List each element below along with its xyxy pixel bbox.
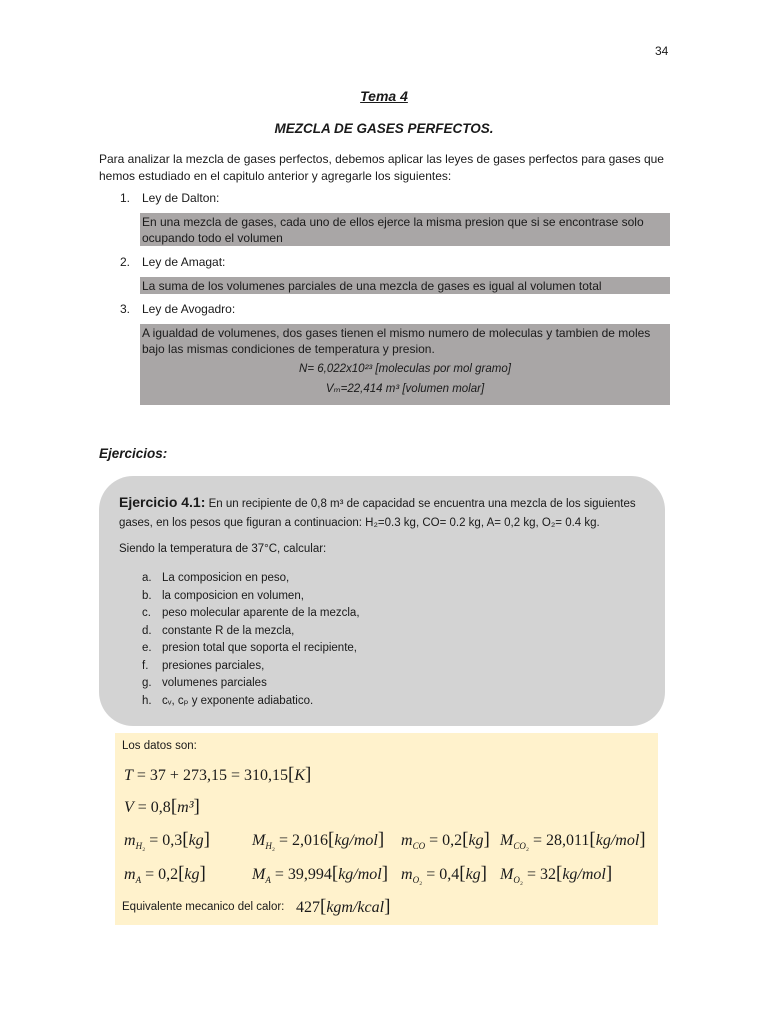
law-box-dalton: En una mezcla de gases, cada uno de ellos ejerce la misma presion que si se encontrase solo ocupando todo el volumen [140,213,670,246]
list-item: e. presion total que soporta el recipiente, [142,642,357,654]
list-item: a. La composicion en peso, [142,572,290,584]
list-item: g. volumenes parciales [142,677,267,689]
volume-equation: V = 0,8[m³] [124,796,200,817]
avogadro-number-formula: N= 6,022x10²³ [moleculas por mol gramo] [299,363,511,375]
temperature-equation: T = 37 + 273,15 = 310,15[K] [124,764,312,785]
molar-mass-co2-equation: $M_{CO_2} = 28,011[kg/mol]$ [500,829,646,852]
law-label-amagat: 2. Ley de Amagat: [120,255,226,269]
molar-mass-a-equation: $M_A = 39,994[kg/mol]$ [252,863,389,886]
data-intro: Los datos son: [122,740,197,752]
list-item: c. peso molecular aparente de la mezcla, [142,607,360,619]
law-box-avogadro [140,324,670,405]
intro-paragraph: Para analizar la mezcla de gases perfectos, debemos aplicar las leyes de gases perfectos para gases que hemos estudiado en el capitulo anterior y agregarle los siguientes: [99,152,664,183]
page-number: 34 [655,44,669,58]
exercise-temperature: Siendo la temperatura de 37°C, calcular: [119,543,327,555]
mass-o2-equation: $m_{O_2} = 0,4[kg]$ [401,863,487,886]
exercise-title: Ejercicio 4.1: [119,494,206,510]
exercises-heading: Ejercicios: [99,446,168,461]
law-label-dalton: 1. Ley de Dalton: [120,191,220,205]
heat-equivalent-label: Equivalente mecanico del calor: [122,901,285,913]
molar-mass-h2-equation: $M_{H_2} = 2,016[kg/mol]$ [252,829,385,852]
topic-heading: Tema 4 [360,88,408,104]
list-item: h. cᵥ, cₚ y exponente adiabatico. [142,694,314,707]
avogadro-law-text: A igualdad de volumenes, dos gases tienen el mismo numero de moleculas y tambien de moles bajo las mismas condiciones de temperatura y presion. [142,326,651,356]
mass-a-equation: $m_A = 0,2[kg]$ [124,863,206,886]
list-item: f. presiones parciales, [142,659,265,672]
mass-h2-equation: $m_{H_2} = 0,3[kg]$ [124,829,210,852]
law-label-avogadro: 3. Ley de Avogadro: [120,302,236,316]
list-item: b. la composicion en volumen, [142,589,304,602]
page-title: MEZCLA DE GASES PERFECTOS. [274,121,494,136]
mass-co-equation: $m_{CO} = 0,2[kg]$ [401,829,490,852]
molar-mass-o2-equation: $M_{O_2} = 32[kg/mol]$ [500,863,613,886]
exercise-statement: Ejercicio 4.1: En un recipiente de 0,8 m³ de capacidad se encuentra una mezcla de los siguientes gases, en los pesos que figuran a continuacion: H₂=0.3 kg, CO= 0.2 kg, A= 0,2 kg, O₂= 0.4 kg. [119,494,636,529]
list-item: d. constante R de la mezcla, [142,624,295,637]
heat-equivalent-value: 427[kgm/kcal] [296,896,391,917]
law-box-amagat: La suma de los volumenes parciales de una mezcla de gases es igual al volumen total [140,277,670,294]
molar-volume-formula: Vₘ=22,414 m³ [volumen molar] [325,383,485,395]
exercise-question-list [142,570,360,710]
